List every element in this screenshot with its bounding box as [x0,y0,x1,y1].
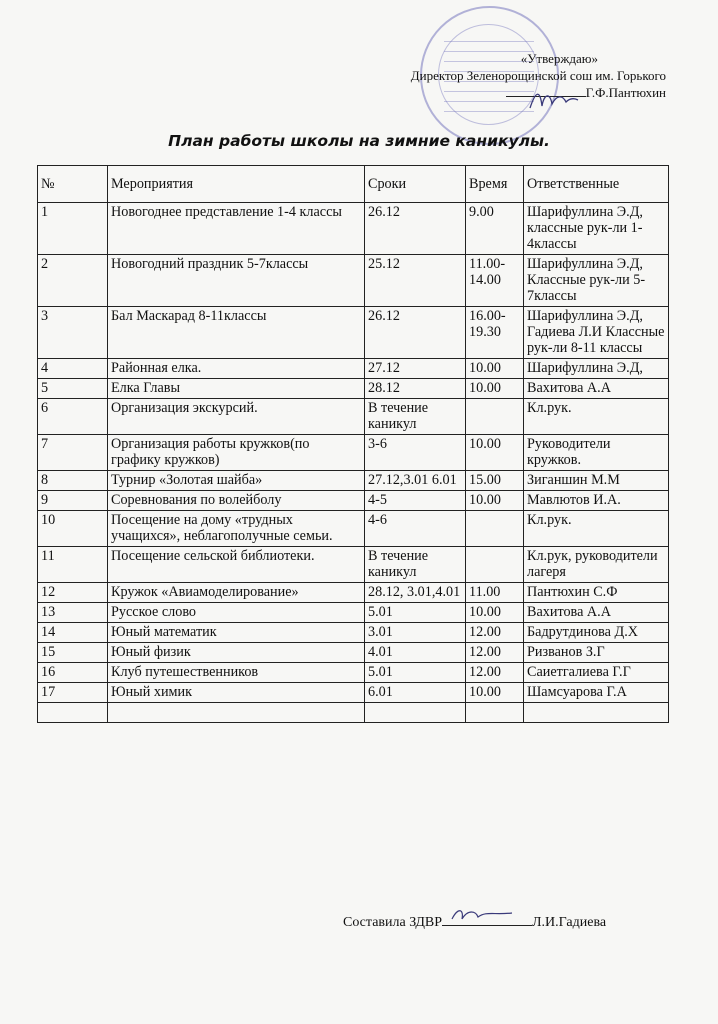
cell-event: Клуб путешественников [108,663,365,683]
cell-number: 4 [38,359,108,379]
cell-time: 11.00 [466,583,524,603]
cell-number: 17 [38,683,108,703]
compiled-signature-line [442,913,532,926]
header-event: Мероприятия [108,166,365,203]
cell-event: Бал Маскарад 8-11классы [108,307,365,359]
cell-responsible [524,703,669,723]
cell-responsible: Шарифуллина Э.Д, [524,359,669,379]
compiled-by-label: Составила ЗДВР [343,915,443,930]
cell-number: 15 [38,643,108,663]
cell-time: 16.00-19.30 [466,307,524,359]
cell-event: Организация экскурсий. [108,399,365,435]
table-row [38,603,669,623]
compiler-signature [448,905,518,925]
cell-event: Юный химик [108,683,365,703]
cell-dates [365,703,466,723]
cell-event: Юный математик [108,623,365,643]
cell-dates: 4.01 [365,643,466,663]
cell-time: 9.00 [466,203,524,255]
cell-number: 13 [38,603,108,623]
table-row [38,399,669,435]
table-row [38,471,669,491]
cell-dates: 28.12, 3.01,4.01 [365,583,466,603]
cell-time: 11.00-14.00 [466,255,524,307]
cell-dates: 26.12 [365,307,466,359]
cell-number: 5 [38,379,108,399]
table-row [38,583,669,603]
cell-dates: 6.01 [365,683,466,703]
cell-dates: 4-5 [365,491,466,511]
cell-event: Посещение на дому «трудных учащихся», неблагополучные семьи. [108,511,365,547]
cell-responsible: Кл.рук. [524,511,669,547]
cell-responsible: Бадрутдинова Д.Х [524,623,669,643]
header-number: № [38,166,108,203]
cell-event: Новогоднее представление 1-4 классы [108,203,365,255]
compiled-by-name: Л.И.Гадиева [532,915,607,930]
cell-number: 1 [38,203,108,255]
cell-responsible: Кл.рук. [524,399,669,435]
cell-time [466,399,524,435]
table-row [38,683,669,703]
cell-responsible: Вахитова А.А [524,379,669,399]
table-row [38,255,669,307]
cell-time: 10.00 [466,359,524,379]
table-row [38,623,669,643]
cell-time [466,511,524,547]
cell-number: 14 [38,623,108,643]
cell-dates: 25.12 [365,255,466,307]
table-row [38,203,669,255]
cell-responsible: Вахитова А.А [524,603,669,623]
cell-number: 11 [38,547,108,583]
cell-dates: 26.12 [365,203,466,255]
cell-responsible: Шарифуллина Э.Д, классные рук-ли 1-4классы [524,203,669,255]
cell-time: 12.00 [466,663,524,683]
cell-time: 10.00 [466,435,524,471]
table-row [38,359,669,379]
cell-responsible: Мавлютов И.А. [524,491,669,511]
cell-responsible: Шарифуллина Э.Д, Классные рук-ли 5-7классы [524,255,669,307]
cell-time [466,703,524,723]
cell-number: 8 [38,471,108,491]
cell-event: Новогодний праздник 5-7классы [108,255,365,307]
cell-responsible: Ризванов З.Г [524,643,669,663]
cell-dates: 3.01 [365,623,466,643]
cell-number: 9 [38,491,108,511]
page-title: План работы школы на зимние каникулы. [168,132,550,150]
table-row [38,379,669,399]
director-signature [528,86,580,114]
cell-event: Турнир «Золотая шайба» [108,471,365,491]
cell-dates: В течение каникул [365,399,466,435]
compiled-by [343,913,606,931]
cell-responsible: Пантюхин С.Ф [524,583,669,603]
table-row [38,663,669,683]
cell-time: 10.00 [466,379,524,399]
approval-director: Директор Зеленорощинской сош им. Горького [410,68,666,83]
header-responsible: Ответственные [524,166,669,203]
cell-dates: 28.12 [365,379,466,399]
approval-heading: «Утверждаю» [520,51,598,66]
cell-time [466,547,524,583]
cell-event: Кружок «Авиамоделирование» [108,583,365,603]
cell-number: 6 [38,399,108,435]
cell-event: Районная елка. [108,359,365,379]
cell-responsible: Руководители кружков. [524,435,669,471]
table-row [38,511,669,547]
cell-responsible: Зиганшин М.М [524,471,669,491]
cell-event: Посещение сельской библиотеки. [108,547,365,583]
cell-number: 12 [38,583,108,603]
cell-event [108,703,365,723]
cell-responsible: Саиетгалиева Г.Г [524,663,669,683]
approval-name: Г.Ф.Пантюхин [585,85,666,100]
cell-number: 2 [38,255,108,307]
table-row [38,435,669,471]
cell-time: 10.00 [466,683,524,703]
cell-number: 3 [38,307,108,359]
cell-time: 15.00 [466,471,524,491]
cell-event: Русское слово [108,603,365,623]
table-row [38,547,669,583]
table-row [38,643,669,663]
cell-number [38,703,108,723]
cell-event: Организация работы кружков(по графику кружков) [108,435,365,471]
cell-number: 16 [38,663,108,683]
cell-responsible: Шарифуллина Э.Д, Гадиева Л.И Классные рук-ли 8-11 классы [524,307,669,359]
cell-time: 10.00 [466,603,524,623]
cell-dates: 27.12 [365,359,466,379]
cell-dates: 27.12,3.01 6.01 [365,471,466,491]
cell-number: 10 [38,511,108,547]
cell-dates: В течение каникул [365,547,466,583]
header-dates: Сроки [365,166,466,203]
table-row [38,491,669,511]
cell-dates: 4-6 [365,511,466,547]
cell-dates: 5.01 [365,663,466,683]
events-table [37,165,669,723]
table-row [38,307,669,359]
cell-responsible: Кл.рук, руководители лагеря [524,547,669,583]
cell-dates: 5.01 [365,603,466,623]
cell-event: Елка Главы [108,379,365,399]
cell-time: 10.00 [466,491,524,511]
cell-number: 7 [38,435,108,471]
header-time: Время [466,166,524,203]
cell-responsible: Шамсуарова Г.А [524,683,669,703]
table-header-row [38,166,669,203]
cell-time: 12.00 [466,623,524,643]
cell-dates: 3-6 [365,435,466,471]
cell-time: 12.00 [466,643,524,663]
table-body [38,203,669,723]
cell-event: Юный физик [108,643,365,663]
cell-event: Соревнования по волейболу [108,491,365,511]
table-row [38,703,669,723]
